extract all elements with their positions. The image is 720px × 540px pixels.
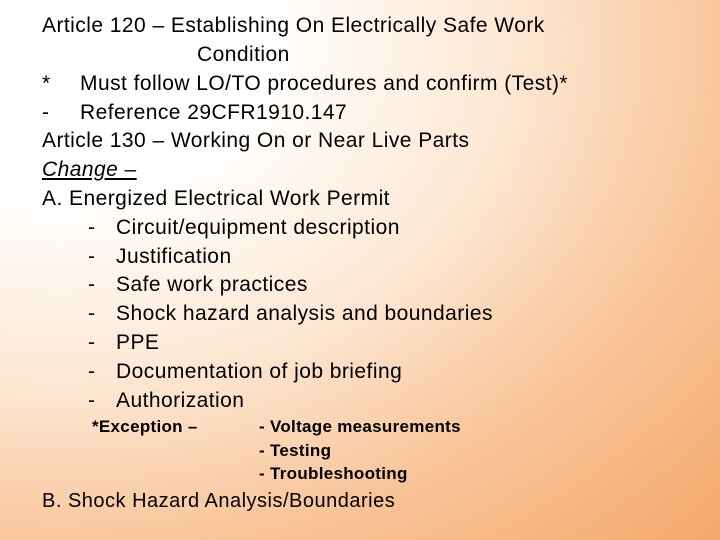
change-label: Change – xyxy=(42,158,137,181)
list-item-dash: - xyxy=(88,273,96,296)
article-130-heading: Article 130 – Working On or Near Live Parts xyxy=(42,129,470,152)
reference-bullet-marker: - xyxy=(42,101,50,124)
list-item: Documentation of job briefing xyxy=(116,360,403,383)
shock-hazard-heading: B. Shock Hazard Analysis/Boundaries xyxy=(42,490,396,512)
exception-item: - Voltage measurements xyxy=(259,417,461,436)
lockout-bullet-text: Must follow LO/TO procedures and confirm (Test)* xyxy=(80,72,569,95)
list-item-dash: - xyxy=(88,331,96,354)
exception-item: - Testing xyxy=(259,441,332,460)
exception-label: *Exception – xyxy=(92,417,198,436)
list-item-dash: - xyxy=(88,245,96,268)
permit-heading: A. Energized Electrical Work Permit xyxy=(42,187,390,210)
list-item-dash: - xyxy=(88,216,96,239)
lockout-bullet-marker: * xyxy=(42,72,51,95)
list-item-dash: - xyxy=(88,360,96,383)
article-120-heading-line-2: Condition xyxy=(197,43,290,66)
list-item: Justification xyxy=(116,245,232,268)
list-item: Authorization xyxy=(116,389,245,412)
article-120-heading-line-1: Article 120 – Establishing On Electrically Safe Work xyxy=(42,14,545,37)
list-item: Safe work practices xyxy=(116,273,308,296)
list-item: Shock hazard analysis and boundaries xyxy=(116,302,493,325)
list-item: PPE xyxy=(116,331,160,354)
exception-item: - Troubleshooting xyxy=(259,464,408,483)
list-item-dash: - xyxy=(88,302,96,325)
reference-bullet-text: Reference 29CFR1910.147 xyxy=(80,101,348,124)
list-item-dash: - xyxy=(88,389,96,412)
list-item: Circuit/equipment description xyxy=(116,216,400,239)
